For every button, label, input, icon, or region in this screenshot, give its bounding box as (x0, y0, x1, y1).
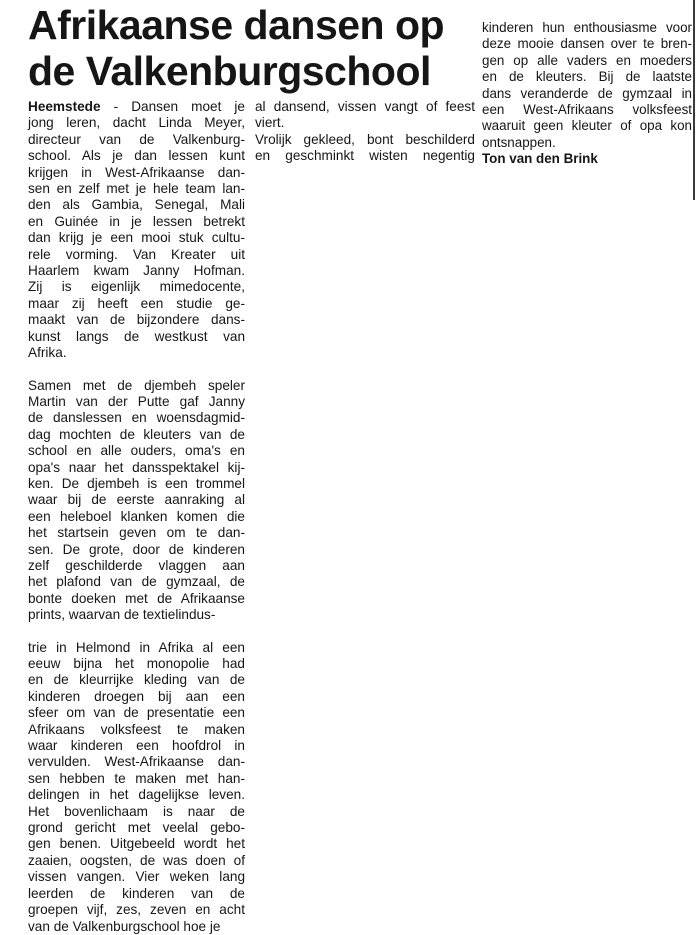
text-line: sfeer om van de presentatie een (28, 705, 245, 721)
text-line: zelf geschilderde vlaggen aan (28, 557, 245, 573)
text-line: en de kleurrijke kleding van de (28, 672, 245, 688)
column-rule (693, 0, 695, 200)
text-line: Samen met de djembeh speler (28, 377, 245, 393)
article-column-1 (28, 99, 245, 935)
article-column-3 (482, 20, 692, 168)
text-line: dans veranderde de gymzaal in (482, 85, 692, 101)
text-line: grond gericht met veelal gebo- (28, 820, 245, 836)
text-line: kinderen hun enthousiasme voor (482, 20, 692, 35)
text-line: waar bij de eerste aanraking al (28, 492, 245, 508)
text-line: den als Gambia, Senegal, Mali (28, 197, 245, 213)
text-line: dan krijg je een mooi stuk cultu- (28, 230, 245, 246)
byline: Ton van den Brink (482, 151, 598, 167)
paragraph-2 (28, 378, 245, 624)
text-line: prints, waarvan de textielindus- (28, 607, 216, 623)
article-column-2 (255, 99, 475, 165)
text-line: Afrika. (28, 345, 67, 361)
text-line: kinderen droegen bij aan een (28, 688, 245, 704)
paragraph-1 (28, 115, 245, 361)
text-line: zaaien, oogsten, de was doen of (28, 852, 245, 868)
text-line: jong leren, dacht Linda Meyer, (28, 115, 245, 131)
text-line: Het bovenlichaam is naar de (28, 803, 245, 819)
text-line: directeur van de Valkenburg- (28, 131, 245, 147)
text-line: al dansend, vissen vangt of feest (255, 99, 475, 114)
text-line: waar kinderen een hoofdrol in (28, 738, 245, 754)
text-line: ontsnappen. (482, 134, 556, 150)
text-line: sen en zelf met je hele team lan- (28, 181, 245, 197)
text-line: het startsein geven om te dan- (28, 525, 245, 541)
text-line: viert. (255, 115, 285, 131)
text-line: Martin van der Putte gaf Janny (28, 393, 245, 409)
text-line: gen op alle vaders en moeders (482, 52, 692, 68)
dateline: Heemstede (28, 99, 101, 114)
text-line: sen hebben te maken met han- (28, 770, 245, 786)
article-headline (28, 2, 473, 94)
text-line: Haarlem kwam Janny Hofman. (28, 263, 245, 279)
text-line: waaruit geen kleuter of opa kon (482, 118, 692, 134)
paragraph-5 (482, 20, 692, 151)
headline-line-2: de Valkenburgschool (28, 48, 431, 94)
text-line: en geschminkt wisten negentig (255, 148, 475, 164)
text-line: een West-Afrikaans volksfeest (482, 102, 692, 118)
paragraph-3 (28, 640, 245, 935)
text-line: groepen vijf, zes, zeven en acht (28, 902, 245, 918)
text-line: maar zij heeft een studie ge- (28, 295, 245, 311)
text-line: delingen in het dagelijkse leven. (28, 787, 245, 803)
text-line: ken. De djembeh is een trommel (28, 475, 245, 491)
text-line: Vrolijk gekleed, bont beschilderd (255, 131, 475, 147)
text-line: dag mochten de kleuters van de (28, 426, 245, 442)
text-line: maakt van de bijzondere dans- (28, 312, 245, 328)
text-line: sen. De grote, door de kinderen (28, 541, 245, 557)
text-line-fragment: - Dansen moet je (100, 99, 245, 114)
text-line: opa's naar het dansspektakel kij- (28, 459, 245, 475)
text-line: van de Valkenburgschool hoe je (28, 918, 221, 934)
text-line: school en alle ouders, oma's en (28, 443, 245, 459)
text-line: Zij is eigenlijk mimedocente, (28, 279, 245, 295)
text-line: rele vorming. Van Kreater uit (28, 246, 245, 262)
paragraph-4 (255, 99, 475, 165)
text-line: vervulden. West-Afrikaanse dan- (28, 754, 245, 770)
text-line: eeuw bijna het monopolie had (28, 656, 245, 671)
paragraph-gap (28, 362, 245, 378)
text-line: trie in Helmond in Afrika al een (28, 639, 245, 655)
text-line: kunst langs de westkust van (28, 328, 245, 344)
text-line: het plafond van de gymzaal, de (28, 574, 245, 590)
text-line (28, 99, 245, 115)
text-line: Afrikaans volksfeest te maken (28, 721, 245, 737)
text-line: school. Als je dan lessen kunt (28, 148, 245, 164)
text-line: de danslessen en woensdagmid- (28, 410, 245, 426)
paragraph-gap (28, 624, 245, 640)
text-line: en de kleuters. Bij de laatste (482, 69, 692, 85)
text-line: leerden de kinderen van de (28, 885, 245, 901)
headline-line-1: Afrikaanse dansen op (28, 2, 445, 48)
text-line: gen benen. Uitgebeeld wordt het (28, 836, 245, 852)
text-line: een heleboel klanken komen die (28, 508, 245, 524)
text-line: bonte doeken met de Afrikaanse (28, 590, 245, 606)
text-line: deze mooie dansen over te bren- (482, 36, 692, 52)
text-line: krijgen in West-Afrikaanse dan- (28, 164, 245, 180)
text-line: vissen vangen. Vier weken lang (28, 869, 245, 885)
text-line: en Guinée in je lessen betrekt (28, 213, 245, 229)
